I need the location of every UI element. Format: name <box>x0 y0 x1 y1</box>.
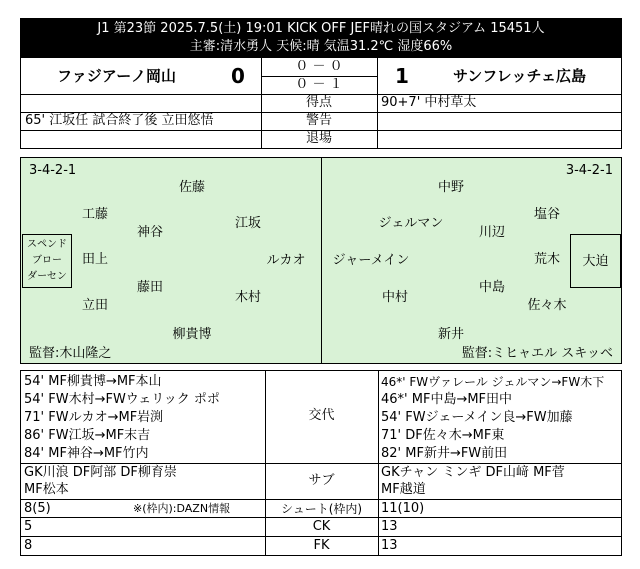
shots-label: シュート(枠内) <box>280 502 363 516</box>
player-home-kimura: 木村 <box>234 290 262 305</box>
home-manager: 監督:木山隆之 <box>29 346 112 361</box>
away-fk: 13 <box>381 538 398 553</box>
halfway-line <box>321 158 322 363</box>
player-away-shiotani: 塩谷 <box>533 207 561 222</box>
player-away-nakajima: 中島 <box>478 280 506 295</box>
fk-label: FK <box>313 538 330 553</box>
player-home-tateta: 立田 <box>81 298 109 313</box>
shots-source-note: ※(枠内):DAZN情報 <box>133 502 231 515</box>
home-bench-line1: GK川浪 DF阿部 DF柳育崇 <box>24 465 177 480</box>
away-sub-1: 46*' FWヴァレール ジェルマン→FW木下 <box>381 375 605 389</box>
player-away-sasaki: 佐々木 <box>527 298 567 313</box>
referee-weather-line: 主審:清水勇人 天候:晴 気温31.2℃ 湿度66% <box>189 39 453 54</box>
away-ck: 13 <box>381 519 398 534</box>
player-home-lucao: ルカオ <box>266 253 306 268</box>
player-away-araki: 荒木 <box>533 252 561 267</box>
goals-label: 得点 <box>305 95 332 110</box>
player-home-yanagi: 柳貴博 <box>172 327 212 342</box>
match-info-line: J1 第23節 2025.7.5(土) 19:01 KICK OFF JEF晴れの国スタジアム 15451人 <box>97 21 545 36</box>
home-cautions: 65' 江坂任 試合終了後 立田悠悟 <box>25 113 214 128</box>
home-sub-5: 84' MF神谷→MF竹内 <box>24 446 149 461</box>
bench-label: サブ <box>308 473 335 488</box>
player-home-tagami: 田上 <box>81 252 109 267</box>
away-formation: 3-4-2-1 <box>565 163 613 178</box>
player-away-arai: 新井 <box>437 327 465 342</box>
home-score: 0 <box>231 64 245 88</box>
home-bench-line2: MF松本 <box>24 482 69 497</box>
second-half-score: ０ － １ <box>295 77 343 92</box>
substitutions-label: 交代 <box>308 408 335 423</box>
away-sub-5: 82' MF新井→FW前田 <box>381 446 508 461</box>
cautions-label: 警告 <box>305 113 332 128</box>
player-away-kawabe: 川辺 <box>478 225 506 240</box>
away-bench-line2: MF越道 <box>381 482 426 497</box>
ck-label: CK <box>312 519 331 534</box>
away-team-name: サンフレッチェ広島 <box>453 67 587 85</box>
home-sub-1: 54' MF柳貴博→MF本山 <box>24 374 162 389</box>
away-sub-2: 46*' MF中島→MF田中 <box>381 392 513 407</box>
away-manager: 監督:ミヒャエル スキッベ <box>461 346 613 361</box>
away-score: 1 <box>395 64 409 88</box>
match-header <box>20 18 622 57</box>
player-away-nakano: 中野 <box>437 180 465 195</box>
home-gk-box <box>22 234 72 288</box>
home-formation: 3-4-2-1 <box>29 163 77 178</box>
player-away-nakamura: 中村 <box>381 290 409 305</box>
home-sub-3: 71' FWルカオ→MF岩渕 <box>24 410 164 425</box>
player-home-fujita: 藤田 <box>136 280 164 295</box>
player-away-jermaine: ジャーメイン <box>332 253 410 268</box>
home-sub-2: 54' FW木村→FWウェリック ポポ <box>24 392 220 407</box>
player-home-kamiya: 神谷 <box>136 225 164 240</box>
stats-table <box>20 370 622 556</box>
pitch-lineup <box>20 157 622 364</box>
home-goalkeeper: スペンド ブロー ダーセン <box>27 239 67 282</box>
home-shots: 8(5) <box>24 501 51 516</box>
player-home-kudo: 工藤 <box>81 207 109 222</box>
away-bench-line1: GKチャン ミンギ DF山﨑 MF菅 <box>381 465 565 480</box>
score-table <box>20 57 622 149</box>
away-sub-4: 71' DF佐々木→MF東 <box>381 428 505 443</box>
away-sub-3: 54' FWジェーメイン良→FW加藤 <box>381 410 573 425</box>
away-goals: 90+7' 中村草太 <box>381 95 477 110</box>
first-half-score: ０ － ０ <box>295 59 343 74</box>
home-sub-4: 86' FW江坂→MF末吉 <box>24 428 151 443</box>
away-shots: 11(10) <box>381 501 425 516</box>
player-home-sato: 佐藤 <box>178 180 206 195</box>
home-ck: 5 <box>24 519 33 534</box>
dismissals-label: 退場 <box>305 131 332 146</box>
home-team-name: ファジアーノ岡山 <box>57 67 176 85</box>
home-fk: 8 <box>24 538 33 553</box>
away-goalkeeper: 大迫 <box>582 254 609 269</box>
player-away-germain: ジェルマン <box>378 216 444 231</box>
away-gk-box <box>570 234 621 288</box>
player-home-esaka: 江坂 <box>234 216 262 231</box>
